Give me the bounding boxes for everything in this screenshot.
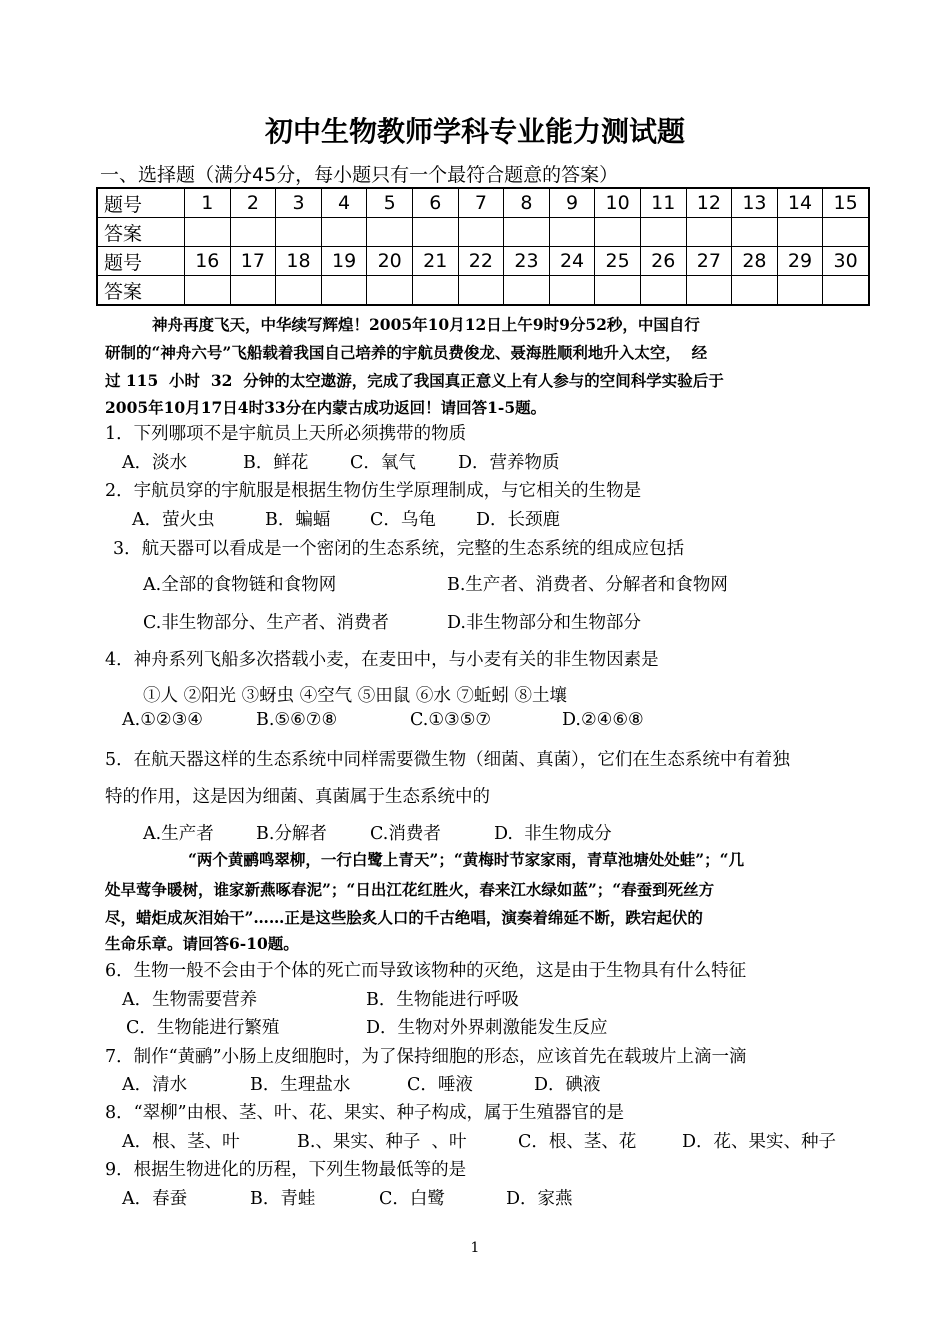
question-stem: 3．航天器可以看成是一个密闭的生态系统，完整的生态系统的组成应包括 [113,539,685,559]
option-d[interactable]: D．家燕 [506,1189,573,1209]
answer-cell[interactable] [686,276,732,306]
cell: 25 [595,247,641,276]
answer-cell[interactable] [367,276,413,306]
cell: 12 [686,188,732,218]
cell: 8 [504,188,550,218]
cell: 16 [185,247,231,276]
cell: 29 [777,247,823,276]
answer-cell[interactable] [504,218,550,247]
question-stem: 6．生物一般不会由于个体的死亡而导致该物种的灭绝，这是由于生物具有什么特征 [105,961,747,981]
cell: 1 [185,188,231,218]
cell: 9 [549,188,595,218]
cell: 11 [640,188,686,218]
option-c[interactable]: C．白鹭 [379,1189,445,1209]
question-stem: 4．神舟系列飞船多次搭载小麦，在麦田中，与小麦有关的非生物因素是 [105,650,659,670]
answer-cell[interactable] [732,218,778,247]
option-a[interactable]: A．生物需要营养 [122,990,258,1010]
option-c[interactable]: C.消费者 [370,824,441,844]
answer-cell[interactable] [230,276,276,306]
answer-cell[interactable] [777,276,823,306]
cell: 14 [777,188,823,218]
table-row [97,188,869,218]
cell: 23 [504,247,550,276]
cell: 24 [549,247,595,276]
answer-cell[interactable] [732,276,778,306]
cell: 5 [367,188,413,218]
option-d[interactable]: D．碘液 [534,1075,601,1095]
answer-cell[interactable] [640,218,686,247]
passage2-line: “两个黄鹂鸣翠柳，一行白鹭上青天”；“黄梅时节家家雨，青草池塘处处蛙”；“几 [188,850,745,869]
row-label: 答案 [97,218,185,247]
option-c[interactable]: C．生物能进行繁殖 [126,1018,280,1038]
option-c[interactable]: C.非生物部分、生产者、消费者 [143,613,389,633]
answer-cell[interactable] [185,218,231,247]
cell: 27 [686,247,732,276]
option-a[interactable]: A．春蚕 [122,1189,188,1209]
answer-cell[interactable] [276,218,322,247]
answer-cell[interactable] [458,218,504,247]
answer-cell[interactable] [276,276,322,306]
option-a[interactable]: A．清水 [122,1075,188,1095]
option-b[interactable]: B．生理盐水 [250,1075,351,1095]
cell: 2 [230,188,276,218]
answer-cell[interactable] [595,276,641,306]
question-stem: 5．在航天器这样的生态系统中同样需要微生物（细菌、真菌），它们在生态系统中有着独 [105,750,790,770]
option-c[interactable]: C.①③⑤⑦ [410,710,492,730]
cell: 6 [412,188,458,218]
option-d[interactable]: D．长颈鹿 [476,510,561,530]
answer-cell[interactable] [321,218,367,247]
passage1-line: 神舟再度飞天，中华续写辉煌！2005年10月12日上午9时9分52秒，中国自行 [152,315,700,334]
question-stem-cont: 特的作用，这是因为细菌、真菌属于生态系统中的 [105,787,490,807]
option-a[interactable]: A.①②③④ [122,710,203,730]
passage1-line: 2005年10月17日4时33分在内蒙古成功返回！请回答1-5题。 [105,398,547,417]
cell: 20 [367,247,413,276]
answer-cell[interactable] [549,276,595,306]
answer-cell[interactable] [185,276,231,306]
option-c[interactable]: C．根、茎、花 [518,1132,637,1152]
option-b[interactable]: B.、果实、种子 、叶 [297,1132,467,1152]
cell: 17 [230,247,276,276]
option-a[interactable]: A．淡水 [122,453,188,473]
answer-cell[interactable] [549,218,595,247]
passage1-line: 研制的“神舟六号”飞船载着我国自己培养的宇航员费俊龙、聂海胜顺利地升入太空， 经 [105,343,708,362]
option-b[interactable]: B．鲜花 [243,453,309,473]
table-row [97,218,869,247]
cell: 15 [823,188,869,218]
option-a[interactable]: A.全部的食物链和食物网 [143,575,337,595]
cell: 19 [321,247,367,276]
answer-cell[interactable] [823,218,869,247]
option-d[interactable]: D.非生物部分和生物部分 [447,613,641,633]
cell: 22 [458,247,504,276]
question-stem: 9．根据生物进化的历程，下列生物最低等的是 [105,1160,467,1180]
answer-cell[interactable] [777,218,823,247]
answer-cell[interactable] [230,218,276,247]
option-c[interactable]: C．乌龟 [370,510,436,530]
row-label: 题号 [97,247,185,276]
option-b[interactable]: B．青蛙 [250,1189,316,1209]
question-stem: 8．“翠柳”由根、茎、叶、花、果实、种子构成，属于生殖器官的是 [105,1103,625,1123]
question-stem: 2．宇航员穿的宇航服是根据生物仿生学原理制成，与它相关的生物是 [105,481,642,501]
answer-cell[interactable] [823,276,869,306]
table-row [97,276,869,306]
option-d[interactable]: D.②④⑥⑧ [562,710,644,730]
answer-cell[interactable] [412,276,458,306]
answer-cell[interactable] [321,276,367,306]
answer-table [96,187,870,306]
cell: 30 [823,247,869,276]
option-a[interactable]: A．根、茎、叶 [122,1132,240,1152]
cell: 7 [458,188,504,218]
row-label: 答案 [97,276,185,306]
option-d[interactable]: D．生物对外界刺激能发生反应 [366,1018,608,1038]
answer-cell[interactable] [686,218,732,247]
option-d[interactable]: D．花、果实、种子 [682,1132,837,1152]
passage2-line: 处早莺争暖树，谁家新燕啄春泥”；“日出江花红胜火，春来江水绿如蓝”；“春蚕到死丝方 [105,880,715,899]
passage2-line: 尽，蜡炬成灰泪始干”……正是这些脍炙人口的千古绝唱，演奏着绵延不断，跌宕起伏的 [105,908,703,927]
option-d[interactable]: D．营养物质 [458,453,560,473]
table-row [97,247,869,276]
option-c[interactable]: C．氧气 [350,453,416,473]
row-label: 题号 [97,188,185,218]
option-b[interactable]: B.分解者 [256,824,327,844]
question-stem: 1．下列哪项不是宇航员上天所必须携带的物质 [105,424,467,444]
option-b[interactable]: B.⑤⑥⑦⑧ [256,710,338,730]
page-number: 1 [470,1240,480,1256]
option-c[interactable]: C．唾液 [407,1075,473,1095]
answer-cell[interactable] [367,218,413,247]
answer-cell[interactable] [458,276,504,306]
cell: 4 [321,188,367,218]
answer-cell[interactable] [504,276,550,306]
section-heading: 一、选择题（满分45分，每小题只有一个最符合题意的答案） [100,164,619,186]
answer-cell[interactable] [640,276,686,306]
cell: 28 [732,247,778,276]
option-b[interactable]: B．蝙蝠 [265,510,331,530]
page-title: 初中生物教师学科专业能力测试题 [264,115,685,148]
cell: 26 [640,247,686,276]
cell: 13 [732,188,778,218]
option-d[interactable]: D. 非生物成分 [494,824,612,844]
answer-cell[interactable] [595,218,641,247]
cell: 21 [412,247,458,276]
cell: 10 [595,188,641,218]
question-stem: 7．制作“黄鹂”小肠上皮细胞时，为了保持细胞的形态，应该首先在载玻片上滴一滴 [105,1047,747,1067]
passage1-line: 过 115 小时 32 分钟的太空遨游，完成了我国真正意义上有人参与的空间科学实验后于 [105,371,724,390]
answer-cell[interactable] [412,218,458,247]
option-b[interactable]: B．生物能进行呼吸 [366,990,519,1010]
question-items: ①人 ②阳光 ③蚜虫 ④空气 ⑤田鼠 ⑥水 ⑦蚯蚓 ⑧土壤 [143,686,567,706]
passage2-line: 生命乐章。请回答6-10题。 [105,934,299,953]
cell: 18 [276,247,322,276]
option-a[interactable]: A．萤火虫 [132,510,215,530]
cell: 3 [276,188,322,218]
option-a[interactable]: A.生产者 [143,824,214,844]
option-b[interactable]: B.生产者、消费者、分解者和食物网 [447,575,728,595]
